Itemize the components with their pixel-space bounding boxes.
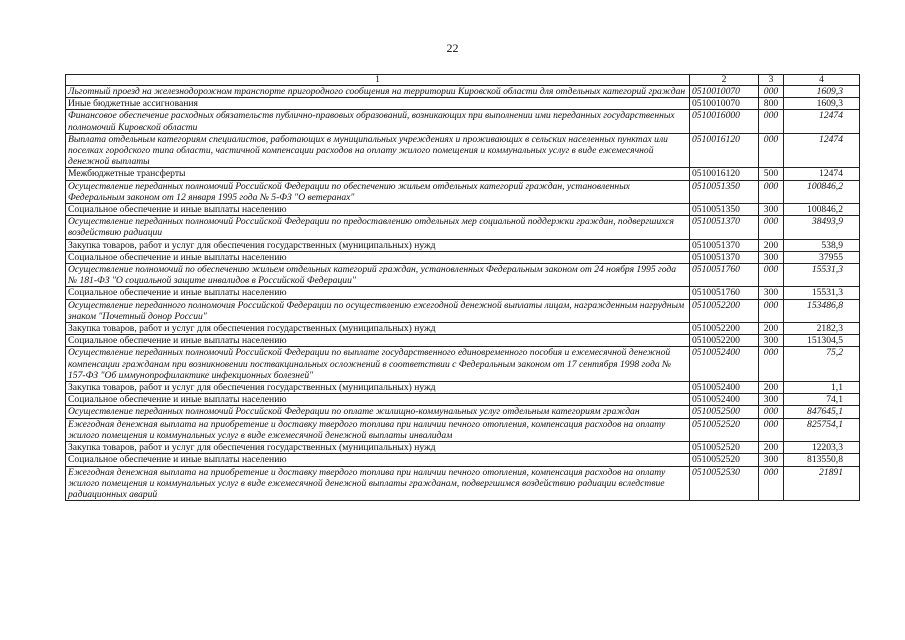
row-vr-cell: 300 bbox=[759, 454, 784, 466]
row-code-cell: 0510052520 bbox=[690, 418, 759, 441]
table-row bbox=[66, 264, 860, 287]
table-row bbox=[66, 394, 860, 406]
table-header-row bbox=[66, 75, 860, 86]
row-code-cell: 0510052530 bbox=[690, 466, 759, 501]
table-row bbox=[66, 335, 860, 347]
header-col-1: 1 bbox=[66, 75, 690, 86]
row-amount-cell: 1609,3 bbox=[784, 86, 860, 98]
row-vr-cell: 200 bbox=[759, 442, 784, 454]
row-code-cell: 0510010070 bbox=[690, 86, 759, 98]
row-name-cell: Социальное обеспечение и иные выплаты населению bbox=[66, 251, 690, 263]
row-code-cell: 0510052400 bbox=[690, 394, 759, 406]
table-row bbox=[66, 418, 860, 441]
table-row bbox=[66, 216, 860, 239]
row-code-cell: 0510052200 bbox=[690, 323, 759, 335]
table-row bbox=[66, 323, 860, 335]
row-vr-cell: 000 bbox=[759, 299, 784, 322]
row-amount-cell: 12474 bbox=[784, 133, 860, 168]
row-name-cell: Социальное обеспечение и иные выплаты населению bbox=[66, 335, 690, 347]
row-code-cell: 0510016120 bbox=[690, 168, 759, 180]
row-amount-cell: 1,1 bbox=[784, 382, 860, 394]
row-vr-cell: 500 bbox=[759, 168, 784, 180]
row-code-cell: 0510051760 bbox=[690, 264, 759, 287]
row-vr-cell: 800 bbox=[759, 98, 784, 110]
row-amount-cell: 151304,5 bbox=[784, 335, 860, 347]
table-row bbox=[66, 180, 860, 203]
row-amount-cell: 74,1 bbox=[784, 394, 860, 406]
row-code-cell: 0510051350 bbox=[690, 180, 759, 203]
row-code-cell: 0510052200 bbox=[690, 299, 759, 322]
row-amount-cell: 813550,8 bbox=[784, 454, 860, 466]
row-code-cell: 0510016000 bbox=[690, 110, 759, 133]
row-code-cell: 0510052500 bbox=[690, 406, 759, 418]
row-amount-cell: 12474 bbox=[784, 168, 860, 180]
row-amount-cell: 12474 bbox=[784, 110, 860, 133]
row-vr-cell: 300 bbox=[759, 287, 784, 299]
table-row bbox=[66, 299, 860, 322]
row-amount-cell: 1609,3 bbox=[784, 98, 860, 110]
row-code-cell: 0510051370 bbox=[690, 251, 759, 263]
row-amount-cell: 15531,3 bbox=[784, 264, 860, 287]
row-name-cell: Закупка товаров, работ и услуг для обеспечения государственных (муниципальных) нужд bbox=[66, 382, 690, 394]
budget-table bbox=[65, 74, 860, 501]
row-name-cell: Льготный проезд на железнодорожном транспорте пригородного сообщения на территории Кировской области для отдельных категорий граждан bbox=[66, 86, 690, 98]
row-name-cell: Осуществление переданных полномочий Российской Федерации по выплате государственного единовременного пособия и ежемесячной денежной компенсации гражданам при возникновении поствакцинальных осложнений в соответствии с Федеральным законом от 17 сентября 1998 года № 157-ФЗ "Об иммунопрофилактике инфекционных болезней" bbox=[66, 347, 690, 382]
row-amount-cell: 21891 bbox=[784, 466, 860, 501]
row-vr-cell: 000 bbox=[759, 133, 784, 168]
table-row bbox=[66, 287, 860, 299]
header-col-2: 2 bbox=[690, 75, 759, 86]
row-name-cell: Ежегодная денежная выплата на приобретение и доставку твердого топлива при наличии печного отопления, компенсация расходов на оплату жилого помещения и коммунальных услуг в виде ежемесячной денежной выплаты гражданам, подвергшимся воздействию радиации вследствие радиационных аварий bbox=[66, 466, 690, 501]
table-row bbox=[66, 86, 860, 98]
row-vr-cell: 200 bbox=[759, 239, 784, 251]
row-amount-cell: 38493,9 bbox=[784, 216, 860, 239]
row-code-cell: 0510052200 bbox=[690, 335, 759, 347]
row-name-cell: Ежегодная денежная выплата на приобретение и доставку твердого топлива при наличии печного отопления, компенсация расходов на оплату жилого помещения и коммунальных услуг в виде ежемесячной денежной выплаты инвалидам bbox=[66, 418, 690, 441]
row-name-cell: Социальное обеспечение и иные выплаты населению bbox=[66, 204, 690, 216]
row-vr-cell: 300 bbox=[759, 335, 784, 347]
row-amount-cell: 37955 bbox=[784, 251, 860, 263]
row-vr-cell: 000 bbox=[759, 264, 784, 287]
row-amount-cell: 825754,1 bbox=[784, 418, 860, 441]
table-row bbox=[66, 204, 860, 216]
row-name-cell: Межбюджетные трансферты bbox=[66, 168, 690, 180]
table-row bbox=[66, 347, 860, 382]
table-row bbox=[66, 406, 860, 418]
row-name-cell: Выплата отдельным категориям специалистов, работающих в муниципальных учреждениях и проживающих в сельских населенных пунктах или поселках городского типа области, частичной компенсации расходов на оплату жилого помещения и коммунальных услуг в виде ежемесячной денежной выплаты bbox=[66, 133, 690, 168]
row-code-cell: 0510051370 bbox=[690, 239, 759, 251]
row-amount-cell: 153486,8 bbox=[784, 299, 860, 322]
row-name-cell: Социальное обеспечение и иные выплаты населению bbox=[66, 394, 690, 406]
row-amount-cell: 15531,3 bbox=[784, 287, 860, 299]
row-code-cell: 0510010070 bbox=[690, 98, 759, 110]
table-row bbox=[66, 239, 860, 251]
table-row bbox=[66, 454, 860, 466]
row-name-cell: Закупка товаров, работ и услуг для обеспечения государственных (муниципальных) нужд bbox=[66, 323, 690, 335]
row-code-cell: 0510052400 bbox=[690, 347, 759, 382]
row-amount-cell: 75,2 bbox=[784, 347, 860, 382]
row-name-cell: Закупка товаров, работ и услуг для обеспечения государственных (муниципальных) нужд bbox=[66, 239, 690, 251]
table-row bbox=[66, 168, 860, 180]
row-vr-cell: 000 bbox=[759, 86, 784, 98]
header-col-3: 3 bbox=[759, 75, 784, 86]
row-amount-cell: 12203,3 bbox=[784, 442, 860, 454]
row-vr-cell: 000 bbox=[759, 216, 784, 239]
table-row bbox=[66, 110, 860, 133]
row-code-cell: 0510051370 bbox=[690, 216, 759, 239]
table-row bbox=[66, 382, 860, 394]
row-name-cell: Осуществление переданных полномочий Российской Федерации по предоставлению отдельных мер социальной поддержки граждан, подвергшихся воздействию радиации bbox=[66, 216, 690, 239]
row-amount-cell: 100846,2 bbox=[784, 204, 860, 216]
table-row bbox=[66, 466, 860, 501]
row-amount-cell: 2182,3 bbox=[784, 323, 860, 335]
row-amount-cell: 538,9 bbox=[784, 239, 860, 251]
header-col-4: 4 bbox=[784, 75, 860, 86]
row-code-cell: 0510016120 bbox=[690, 133, 759, 168]
row-amount-cell: 100846,2 bbox=[784, 180, 860, 203]
row-name-cell: Осуществление полномочий по обеспечению жильем отдельных категорий граждан, установленных Федеральным законом от 24 ноября 1995 года № 181-ФЗ "О социальной защите инвалидов в Российской Федерации" bbox=[66, 264, 690, 287]
row-vr-cell: 300 bbox=[759, 251, 784, 263]
row-code-cell: 0510051350 bbox=[690, 204, 759, 216]
row-vr-cell: 300 bbox=[759, 204, 784, 216]
row-vr-cell: 300 bbox=[759, 394, 784, 406]
row-name-cell: Иные бюджетные ассигнования bbox=[66, 98, 690, 110]
row-vr-cell: 200 bbox=[759, 382, 784, 394]
row-vr-cell: 000 bbox=[759, 418, 784, 441]
row-vr-cell: 000 bbox=[759, 466, 784, 501]
row-name-cell: Осуществление переданных полномочий Российской Федерации по обеспечению жильем отдельных категорий граждан, установленных Федеральным законом от 12 января 1995 года № 5-ФЗ "О ветеранах" bbox=[66, 180, 690, 203]
row-code-cell: 0510051760 bbox=[690, 287, 759, 299]
row-code-cell: 0510052520 bbox=[690, 442, 759, 454]
row-name-cell: Социальное обеспечение и иные выплаты населению bbox=[66, 287, 690, 299]
table-row bbox=[66, 98, 860, 110]
row-vr-cell: 000 bbox=[759, 347, 784, 382]
row-name-cell: Осуществление переданного полномочия Российской Федерации по осуществлению ежегодной денежной выплаты лицам, награжденным нагрудным знаком "Почетный донор России" bbox=[66, 299, 690, 322]
row-code-cell: 0510052400 bbox=[690, 382, 759, 394]
table-row bbox=[66, 251, 860, 263]
row-vr-cell: 000 bbox=[759, 180, 784, 203]
table-row bbox=[66, 442, 860, 454]
table-row bbox=[66, 133, 860, 168]
row-vr-cell: 000 bbox=[759, 110, 784, 133]
row-name-cell: Финансовое обеспечение расходных обязательств публично-правовых образований, возникающих при выполнении ими переданных государственных полномочий Кировской области bbox=[66, 110, 690, 133]
row-name-cell: Осуществление переданных полномочий Российской Федерации по оплате жилищно-коммунальных услуг отдельным категориям граждан bbox=[66, 406, 690, 418]
row-amount-cell: 847645,1 bbox=[784, 406, 860, 418]
row-name-cell: Социальное обеспечение и иные выплаты населению bbox=[66, 454, 690, 466]
row-vr-cell: 000 bbox=[759, 406, 784, 418]
row-code-cell: 0510052520 bbox=[690, 454, 759, 466]
row-name-cell: Закупка товаров, работ и услуг для обеспечения государственных (муниципальных) нужд bbox=[66, 442, 690, 454]
page-number: 22 bbox=[446, 41, 459, 55]
row-vr-cell: 200 bbox=[759, 323, 784, 335]
